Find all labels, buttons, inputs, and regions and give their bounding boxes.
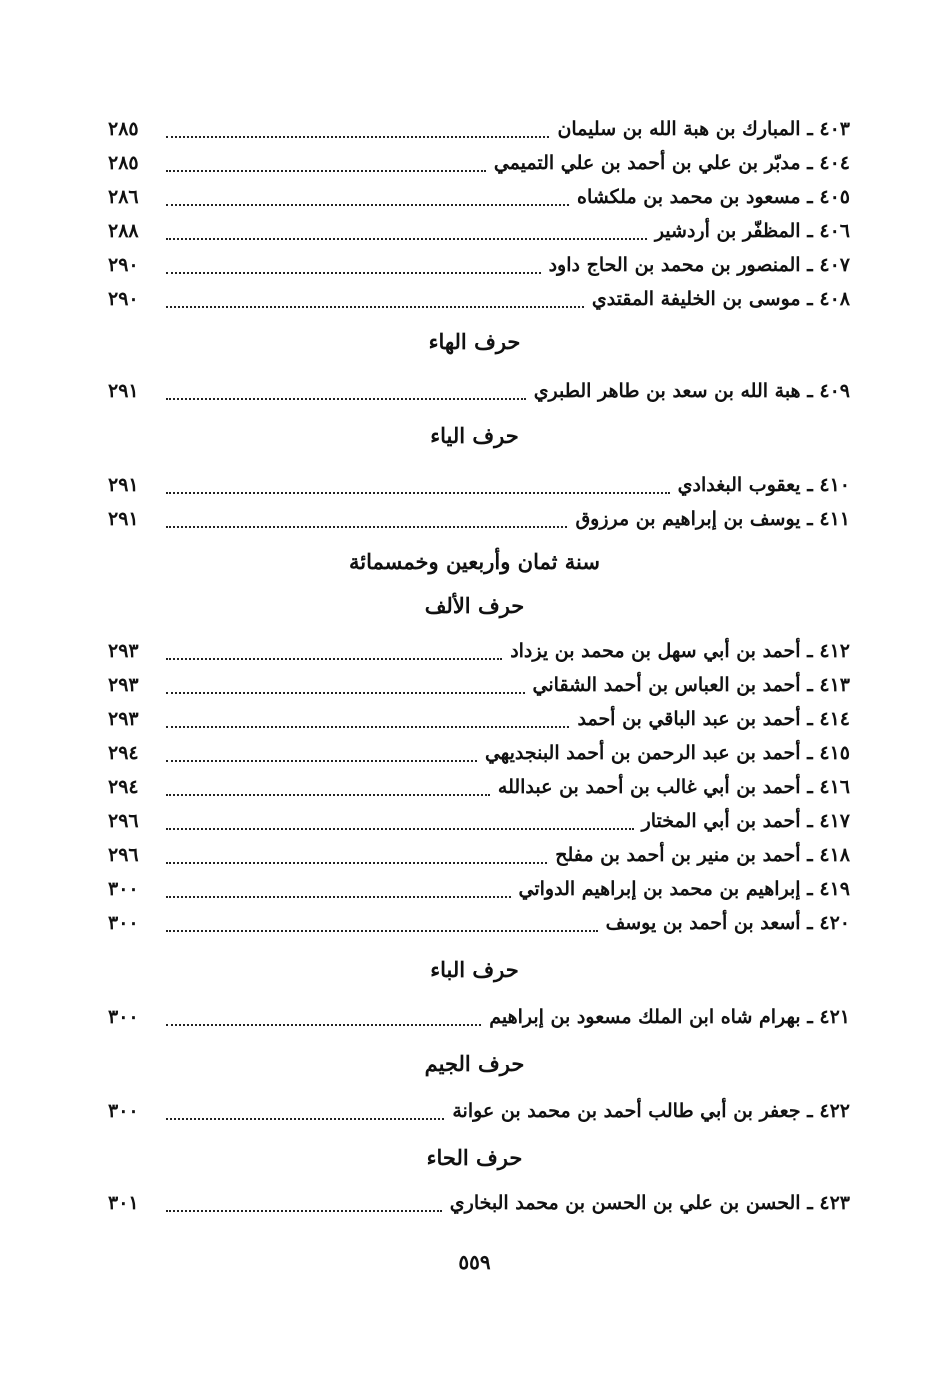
toc-entry (108, 904, 850, 938)
dot-leader (166, 170, 486, 172)
entry-title: ٤٢٢ ـ جعفر بن أبي طالب أحمد بن محمد بن عوانة (452, 1100, 850, 1122)
entry-page-number: ٢٩٣ (108, 708, 139, 730)
toc-entry (108, 998, 850, 1032)
dot-leader (166, 306, 584, 308)
entry-page-number: ٣٠٠ (108, 878, 139, 900)
toc-entry (108, 280, 850, 314)
entry-title: ٤٠٦ ـ المظفّر بن أردشير (654, 220, 850, 242)
entry-title: ٤١١ ـ يوسف بن إبراهيم بن مرزوق (575, 508, 850, 530)
dot-leader (166, 1024, 481, 1026)
dot-leader (166, 204, 569, 206)
entry-page-number: ٣٠٠ (108, 1006, 139, 1028)
entry-page-number: ٢٩٤ (108, 776, 139, 798)
entry-title: ٤٠٤ ـ مدبّر بن علي بن أحمد بن علي التميمي (493, 152, 850, 174)
entry-title: ٤٠٨ ـ موسى بن الخليفة المقتدي (591, 288, 850, 310)
entry-page-number: ٣٠٠ (108, 1100, 139, 1122)
toc-entry (108, 700, 850, 734)
dot-leader (166, 398, 526, 400)
entry-title: ٤٠٣ ـ المبارك بن هبة الله بن سليمان (557, 118, 850, 140)
toc-entry (108, 466, 850, 500)
toc-entry (108, 666, 850, 700)
dot-leader (166, 896, 511, 898)
entry-title: ٤١٢ ـ أحمد بن أبي سهل بن محمد بن يزداد (510, 640, 850, 662)
dot-leader (166, 862, 547, 864)
toc-entry (108, 768, 850, 802)
entry-title: ٤٢٣ ـ الحسن بن علي بن الحسن بن محمد البخاري (449, 1192, 850, 1214)
entry-page-number: ٢٩٠ (108, 254, 139, 276)
toc-entry (108, 802, 850, 836)
entry-page-number: ٢٨٥ (108, 152, 139, 174)
entry-title: ٤١٥ ـ أحمد بن عبد الرحمن بن أحمد البنجديهي (484, 742, 850, 764)
section-heading: حرف الهاء (428, 329, 521, 354)
dot-leader (166, 828, 634, 830)
entry-title: ٤٢١ ـ بهرام شاه ابن الملك مسعود بن إبراهيم (489, 1006, 850, 1028)
entry-page-number: ٢٩١ (108, 380, 139, 402)
entry-page-number: ٢٩٦ (108, 810, 139, 832)
toc-entry (108, 1092, 850, 1126)
dot-leader (166, 692, 525, 694)
section-heading: حرف الياء (430, 423, 519, 448)
entry-title: ٤٠٧ ـ المنصور بن محمد بن الحاج داود (548, 254, 850, 276)
entry-page-number: ٢٩١ (108, 508, 139, 530)
dot-leader (166, 492, 670, 494)
toc-entry (108, 632, 850, 666)
entry-page-number: ٣٠٠ (108, 912, 139, 934)
entry-title: ٤١٦ ـ أحمد بن أبي غالب بن أحمد بن عبدالله (497, 776, 850, 798)
entry-page-number: ٢٩٤ (108, 742, 139, 764)
entry-page-number: ٢٩٣ (108, 640, 139, 662)
entry-title: ٤٠٥ ـ مسعود بن محمد بن ملكشاه (576, 186, 850, 208)
toc-entry (108, 836, 850, 870)
entry-page-number: ٢٨٨ (108, 220, 139, 242)
toc-entry (108, 1184, 850, 1218)
dot-leader (166, 1210, 442, 1212)
section-heading: حرف الألف (424, 593, 525, 618)
entry-page-number: ٢٩٣ (108, 674, 139, 696)
entry-page-number: ٢٩٠ (108, 288, 139, 310)
dot-leader (166, 930, 598, 932)
entry-page-number: ٢٩٦ (108, 844, 139, 866)
toc-entry (108, 178, 850, 212)
toc-entry (108, 870, 850, 904)
toc-entry (108, 110, 850, 144)
entry-title: ٤٢٠ ـ أسعد بن أحمد بن يوسف (605, 912, 850, 934)
entry-page-number: ٢٩١ (108, 474, 139, 496)
dot-leader (166, 238, 647, 240)
dot-leader (166, 526, 567, 528)
toc-entry (108, 500, 850, 534)
entry-page-number: ٢٨٥ (108, 118, 139, 140)
entry-title: ٤١٣ ـ أحمد بن العباس بن أحمد الشقاني (532, 674, 850, 696)
entry-title: ٤١٧ ـ أحمد بن أبي المختار (641, 810, 850, 832)
toc-entry (108, 212, 850, 246)
section-heading: حرف الجيم (424, 1051, 525, 1076)
toc-entry (108, 144, 850, 178)
dot-leader (166, 272, 541, 274)
entry-title: ٤١٨ ـ أحمد بن منير بن أحمد بن مفلح (555, 844, 850, 866)
entry-page-number: ٣٠١ (108, 1192, 139, 1214)
dot-leader (166, 726, 569, 728)
dot-leader (166, 658, 502, 660)
entry-title: ٤١٩ ـ إبراهيم بن محمد بن إبراهيم الدواتي (518, 878, 850, 900)
toc-entry (108, 372, 850, 406)
entry-title: ٤١٠ ـ يعقوب البغدادي (677, 474, 850, 496)
dot-leader (166, 1118, 444, 1120)
toc-entry (108, 734, 850, 768)
section-heading: سنة ثمان وأربعين وخمسمائة (349, 549, 600, 574)
dot-leader (166, 794, 490, 796)
section-heading: حرف الباء (430, 957, 519, 982)
entry-page-number: ٢٨٦ (108, 186, 139, 208)
entry-title: ٤٠٩ ـ هبة الله بن سعد بن طاهر الطبري (533, 380, 850, 402)
page-number: ٥٥٩ (458, 1250, 491, 1274)
section-heading: حرف الحاء (426, 1145, 523, 1170)
entry-title: ٤١٤ ـ أحمد بن عبد الباقي بن أحمد (577, 708, 850, 730)
toc-entry (108, 246, 850, 280)
dot-leader (166, 136, 549, 138)
dot-leader (166, 760, 477, 762)
